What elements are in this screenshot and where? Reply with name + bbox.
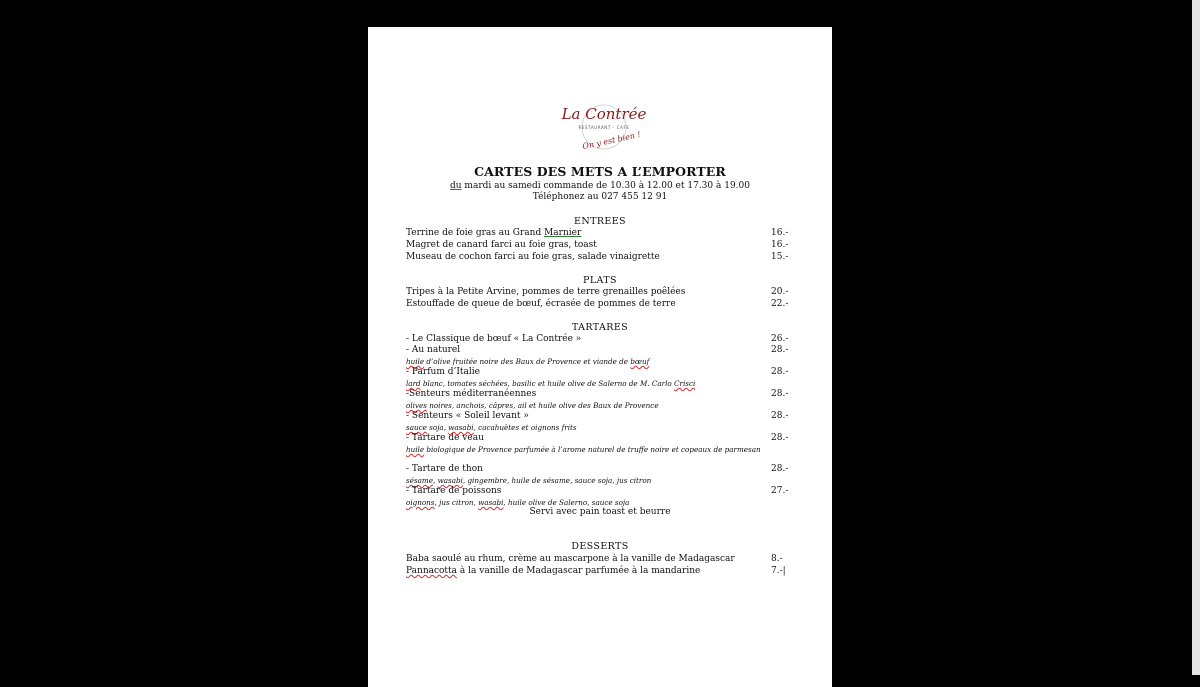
logo-motto: On y est bien ! <box>581 129 642 152</box>
desc-word: sésame <box>406 476 433 485</box>
document-page <box>368 27 832 687</box>
desc-text: d’olive fruitée noire des Baux de Provence et viande de <box>424 357 631 366</box>
desc-word: oignons <box>406 498 435 507</box>
item-price: 28.- <box>771 345 789 355</box>
item-name: - Tartare de veau <box>406 433 484 443</box>
desc-word: huile <box>406 357 425 366</box>
menu-item <box>406 299 794 310</box>
item-price: 8.- <box>771 554 783 564</box>
phone-line: Téléphonez au 027 455 12 91 <box>532 192 668 202</box>
menu-item <box>406 411 794 422</box>
item-price: 28.- <box>771 464 789 474</box>
item-description <box>406 357 766 366</box>
menu-item <box>406 240 794 251</box>
logo-name: La Contrée <box>561 105 647 123</box>
desc-text: , huile olive de Salerno, sauce soja <box>503 498 630 507</box>
menu-item <box>406 345 794 356</box>
desc-text: biologique de Provence parfumée à l’arome naturel de truffe noire et copeaux de parmesan <box>424 445 761 454</box>
menu-item <box>406 287 794 298</box>
item-price: 28.- <box>771 411 789 421</box>
hours-prefix: du <box>450 181 462 191</box>
item-price: 27.- <box>771 486 789 496</box>
logo-tagline: RESTAURANT - CAFE <box>578 125 630 130</box>
item-name-underlined: Pannacotta <box>406 566 458 576</box>
desc-word: bœuf <box>630 357 650 366</box>
item-price: 22.- <box>771 299 789 309</box>
desc-word: olives <box>406 401 427 410</box>
item-description <box>406 498 766 507</box>
item-description <box>406 401 766 410</box>
item-name: Terrine de foie gras au Grand <box>406 228 545 238</box>
item-price: 28.- <box>771 433 789 443</box>
item-price: 7.-| <box>771 566 786 576</box>
desc-word: Crisci <box>674 379 696 388</box>
menu-item <box>406 486 794 497</box>
section-title-desserts: DESSERTS <box>571 541 629 552</box>
item-name: Tripes à la Petite Arvine, pommes de terre grenailles poêlées <box>406 287 686 297</box>
desc-text: blanc, tomates séchées, basilic et huile olive de Salerno de M. Carlo <box>420 379 675 388</box>
desc-word: wasabi <box>448 423 474 432</box>
item-price: 16.- <box>771 240 789 250</box>
item-price: 28.- <box>771 367 789 377</box>
item-name: - Le Classique de bœuf « La Contrée » <box>406 334 582 344</box>
section-title-entrees: ENTREES <box>574 216 626 227</box>
menu-item <box>406 554 794 565</box>
desc-word: huile <box>406 445 425 454</box>
item-name: Museau de cochon farci au foie gras, salade vinaigrette <box>406 252 660 262</box>
menu-item <box>406 566 794 577</box>
item-price: 26.- <box>771 334 789 344</box>
desc-text: , jus citron, <box>434 498 479 507</box>
item-price: 15.- <box>771 252 789 262</box>
item-name-underlined: Marnier <box>544 228 582 238</box>
item-description <box>406 476 766 485</box>
item-name: Magret de canard farci au foie gras, toast <box>406 240 597 250</box>
item-name: - Au naturel <box>406 345 461 355</box>
desc-word: wasabi <box>478 498 504 507</box>
menu-item <box>406 252 794 263</box>
menu-title: CARTES DES METS A L’EMPORTER <box>474 164 726 179</box>
item-name: - Senteurs « Soleil levant » <box>406 411 529 421</box>
section-title-tartares: TARTARES <box>571 322 629 333</box>
desc-text: noires, anchois, câpres, ail et huile olive des Baux de Provence <box>426 401 659 410</box>
item-price: 28.- <box>771 389 789 399</box>
menu-item <box>406 367 794 378</box>
desc-text: , <box>433 476 438 485</box>
menu-item <box>406 334 794 345</box>
desc-word: sauce <box>406 423 427 432</box>
desc-text: , cacahuètes et oignons frits <box>473 423 577 432</box>
menu-item <box>406 433 794 444</box>
desc-word: lard <box>406 379 421 388</box>
desc-word: wasabi <box>437 476 463 485</box>
menu-item <box>406 464 794 475</box>
item-name: - Tartare de poissons <box>406 486 502 496</box>
item-name: Baba saoulé au rhum, crème au mascarpone à la vanille de Madagascar <box>406 554 735 564</box>
item-price: 20.- <box>771 287 789 297</box>
serving-note: Servi avec pain toast et beurre <box>529 507 671 517</box>
desc-text: , gingembre, huile de sésame, sauce soja, jus citron <box>462 476 652 485</box>
section-title-plats: PLATS <box>583 275 617 286</box>
item-name: Estouffade de queue de bœuf, écrasée de pommes de terre <box>406 299 676 309</box>
hours-text: mardi au samedi commande de 10.30 à 12.00 et 17.30 à 19.00 <box>461 181 750 191</box>
desc-text: soja, <box>426 423 449 432</box>
ordering-hours <box>368 181 832 191</box>
item-description <box>406 379 766 388</box>
menu-item <box>406 228 794 239</box>
item-description <box>406 423 766 432</box>
item-name: - Tartare de thon <box>406 464 483 474</box>
menu-item <box>406 389 794 400</box>
item-price: 16.- <box>771 228 789 238</box>
item-name: -Senteurs méditerranéennes <box>406 389 537 399</box>
restaurant-logo <box>554 97 654 169</box>
item-description <box>406 445 766 454</box>
scrollbar-track[interactable] <box>1192 0 1200 675</box>
item-name: - Parfum d’Italie <box>406 367 480 377</box>
item-name: à la vanille de Madagascar parfumée à la mandarine <box>457 566 701 576</box>
